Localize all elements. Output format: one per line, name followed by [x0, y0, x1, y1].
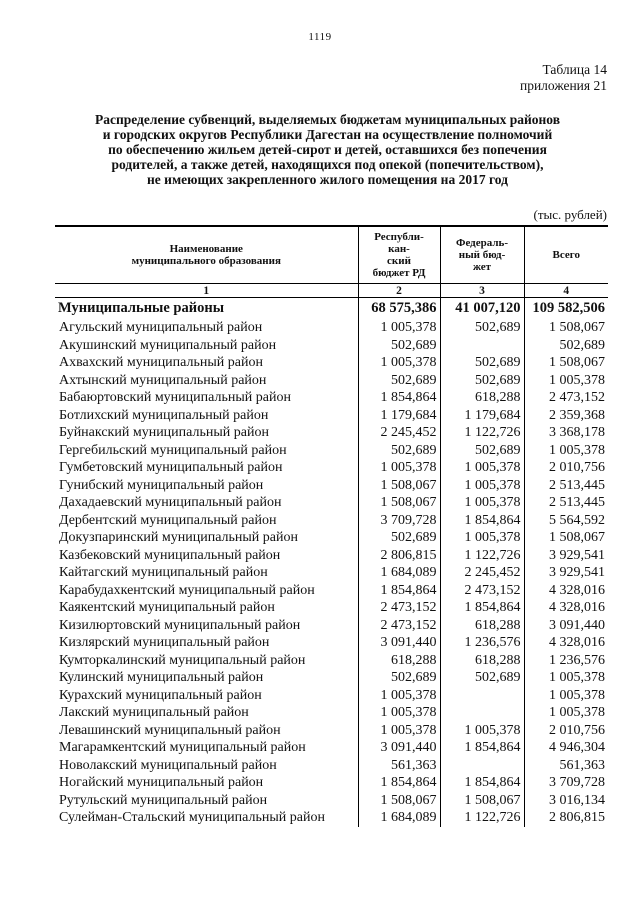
federal-budget-value: 1 005,378 [440, 722, 524, 740]
total-value: 1 236,576 [524, 652, 608, 670]
column-number-row [55, 284, 608, 298]
federal-budget-value [440, 337, 524, 355]
municipality-name: Новолакский муниципальный район [55, 757, 358, 775]
total-federal-budget: 41 007,120 [440, 298, 524, 320]
title-line: и городских округов Республики Дагестан на осуществление полномочий [102, 127, 553, 142]
federal-budget-value: 502,689 [440, 442, 524, 460]
republic-budget-value: 502,689 [358, 669, 440, 687]
republic-budget-value: 1 005,378 [358, 354, 440, 372]
republic-budget-value: 1 508,067 [358, 494, 440, 512]
municipality-name: Сулейман-Стальский муниципальный район [55, 809, 358, 827]
table-row [55, 424, 608, 442]
republic-budget-value: 1 854,864 [358, 389, 440, 407]
total-value: 2 513,445 [524, 477, 608, 495]
table-row [55, 477, 608, 495]
table-row [55, 757, 608, 775]
republic-budget-value: 1 854,864 [358, 774, 440, 792]
table-row [55, 564, 608, 582]
republic-budget-value: 1 005,378 [358, 722, 440, 740]
federal-budget-value: 1 854,864 [440, 774, 524, 792]
municipality-name: Кулинский муниципальный район [55, 669, 358, 687]
header-republic-budget: Республи- кан- ский бюджет РД [358, 226, 440, 284]
total-value: 1 508,067 [524, 529, 608, 547]
total-value: 3 929,541 [524, 547, 608, 565]
total-value: 2 473,152 [524, 389, 608, 407]
republic-budget-value: 1 508,067 [358, 477, 440, 495]
municipality-name: Агульский муниципальный район [55, 319, 358, 337]
title-line: по обеспечению жильем детей-сирот и детей, оставшихся без попечения [108, 142, 547, 157]
republic-budget-value: 3 091,440 [358, 634, 440, 652]
federal-budget-value: 1 508,067 [440, 792, 524, 810]
republic-budget-value: 3 709,728 [358, 512, 440, 530]
municipality-name: Дербентский муниципальный район [55, 512, 358, 530]
table-row [55, 792, 608, 810]
federal-budget-value: 1 005,378 [440, 477, 524, 495]
federal-budget-value: 1 122,726 [440, 809, 524, 827]
municipality-name: Дахадаевский муниципальный район [55, 494, 358, 512]
total-value: 3 368,178 [524, 424, 608, 442]
table-number: Таблица 14 [542, 62, 607, 77]
header-total: Всего [524, 226, 608, 284]
municipality-name: Магарамкентский муниципальный район [55, 739, 358, 757]
federal-budget-value: 1 854,864 [440, 512, 524, 530]
municipality-name: Гергебильский муниципальный район [55, 442, 358, 460]
column-number: 4 [524, 284, 608, 298]
federal-budget-value: 502,689 [440, 319, 524, 337]
municipality-name: Бабаюртовский муниципальный район [55, 389, 358, 407]
title-line: родителей, а также детей, находящихся под опекой (попечительством), [111, 157, 544, 172]
municipality-name: Ахвахский муниципальный район [55, 354, 358, 372]
municipality-name: Левашинский муниципальный район [55, 722, 358, 740]
republic-budget-value: 618,288 [358, 652, 440, 670]
table-row [55, 617, 608, 635]
total-value: 3 929,541 [524, 564, 608, 582]
republic-budget-value: 1 508,067 [358, 792, 440, 810]
total-value: 4 946,304 [524, 739, 608, 757]
republic-budget-value: 1 005,378 [358, 704, 440, 722]
republic-budget-value: 1 005,378 [358, 687, 440, 705]
federal-budget-value: 618,288 [440, 652, 524, 670]
federal-budget-value: 2 245,452 [440, 564, 524, 582]
table-row [55, 652, 608, 670]
republic-budget-value: 3 091,440 [358, 739, 440, 757]
table-row [55, 407, 608, 425]
municipality-name: Казбековский муниципальный район [55, 547, 358, 565]
table-row [55, 634, 608, 652]
federal-budget-value: 502,689 [440, 669, 524, 687]
table-row [55, 669, 608, 687]
page-number: 1119 [308, 31, 332, 43]
municipality-name: Кизилюртовский муниципальный район [55, 617, 358, 635]
table-row [55, 809, 608, 827]
municipality-name: Ахтынский муниципальный район [55, 372, 358, 390]
total-value: 4 328,016 [524, 634, 608, 652]
municipality-name: Кайтагский муниципальный район [55, 564, 358, 582]
federal-budget-value [440, 704, 524, 722]
total-value: 1 005,378 [524, 687, 608, 705]
republic-budget-value: 2 473,152 [358, 599, 440, 617]
title-line: Распределение субвенций, выделяемых бюджетам муниципальных районов [94, 112, 561, 127]
total-value: 1 005,378 [524, 372, 608, 390]
total-value: 1 005,378 [524, 704, 608, 722]
federal-budget-value: 618,288 [440, 389, 524, 407]
federal-budget-value: 1 179,684 [440, 407, 524, 425]
republic-budget-value: 561,363 [358, 757, 440, 775]
federal-budget-value: 2 473,152 [440, 582, 524, 600]
total-value: 2 513,445 [524, 494, 608, 512]
federal-budget-value: 502,689 [440, 372, 524, 390]
table-row [55, 722, 608, 740]
republic-budget-value: 2 245,452 [358, 424, 440, 442]
municipality-name: Карабудахкентский муниципальный район [55, 582, 358, 600]
federal-budget-value: 1 854,864 [440, 739, 524, 757]
municipality-name: Акушинский муниципальный район [55, 337, 358, 355]
municipality-name: Кизлярский муниципальный район [55, 634, 358, 652]
table-row [55, 687, 608, 705]
table-row [55, 599, 608, 617]
municipality-name: Рутульский муниципальный район [55, 792, 358, 810]
municipality-name: Докузпаринский муниципальный район [55, 529, 358, 547]
federal-budget-value: 618,288 [440, 617, 524, 635]
table-row [55, 512, 608, 530]
table-row [55, 582, 608, 600]
municipality-name: Буйнакский муниципальный район [55, 424, 358, 442]
total-value: 561,363 [524, 757, 608, 775]
municipality-name: Ногайский муниципальный район [55, 774, 358, 792]
header-federal-budget: Федераль- ный бюд- жет [440, 226, 524, 284]
total-value: 3 091,440 [524, 617, 608, 635]
federal-budget-value: 1 005,378 [440, 494, 524, 512]
total-value: 4 328,016 [524, 599, 608, 617]
total-name: Муниципальные районы [55, 298, 358, 320]
federal-budget-value: 1 122,726 [440, 424, 524, 442]
republic-budget-value: 502,689 [358, 529, 440, 547]
total-value: 2 806,815 [524, 809, 608, 827]
federal-budget-value: 1 122,726 [440, 547, 524, 565]
republic-budget-value: 2 806,815 [358, 547, 440, 565]
republic-budget-value: 1 684,089 [358, 564, 440, 582]
republic-budget-value: 1 005,378 [358, 319, 440, 337]
table-row [55, 547, 608, 565]
table-row [55, 739, 608, 757]
total-value: 1 005,378 [524, 442, 608, 460]
republic-budget-value: 1 684,089 [358, 809, 440, 827]
header-municipality: Наименование муниципального образования [55, 226, 358, 284]
table-row [55, 494, 608, 512]
table-row [55, 459, 608, 477]
table-row [55, 372, 608, 390]
municipality-name: Ботлихский муниципальный район [55, 407, 358, 425]
republic-budget-value: 1 854,864 [358, 582, 440, 600]
municipality-name: Лакский муниципальный район [55, 704, 358, 722]
total-value: 1 508,067 [524, 319, 608, 337]
total-value: 3 016,134 [524, 792, 608, 810]
table-row [55, 774, 608, 792]
municipality-name: Кумторкалинский муниципальный район [55, 652, 358, 670]
total-value: 1 005,378 [524, 669, 608, 687]
republic-budget-value: 502,689 [358, 372, 440, 390]
total-value: 5 564,592 [524, 512, 608, 530]
municipality-name: Гумбетовский муниципальный район [55, 459, 358, 477]
federal-budget-value: 502,689 [440, 354, 524, 372]
total-all: 109 582,506 [524, 298, 608, 320]
total-value: 3 709,728 [524, 774, 608, 792]
federal-budget-value: 1 005,378 [440, 529, 524, 547]
header-row [55, 226, 608, 284]
column-number: 3 [440, 284, 524, 298]
republic-budget-value: 502,689 [358, 337, 440, 355]
table-row [55, 704, 608, 722]
federal-budget-value: 1 854,864 [440, 599, 524, 617]
total-value: 502,689 [524, 337, 608, 355]
federal-budget-value: 1 005,378 [440, 459, 524, 477]
total-value: 4 328,016 [524, 582, 608, 600]
federal-budget-value: 1 236,576 [440, 634, 524, 652]
table-row [55, 319, 608, 337]
units-label: (тыс. рублей) [533, 207, 607, 222]
federal-budget-value [440, 687, 524, 705]
column-number: 2 [358, 284, 440, 298]
total-value: 2 010,756 [524, 459, 608, 477]
appendix-reference: приложения 21 [519, 78, 607, 93]
table-row [55, 337, 608, 355]
municipality-name: Гунибский муниципальный район [55, 477, 358, 495]
total-value: 1 508,067 [524, 354, 608, 372]
republic-budget-value: 1 179,684 [358, 407, 440, 425]
total-republic-budget: 68 575,386 [358, 298, 440, 320]
federal-budget-value [440, 757, 524, 775]
total-value: 2 010,756 [524, 722, 608, 740]
column-number: 1 [55, 284, 358, 298]
municipality-name: Каякентский муниципальный район [55, 599, 358, 617]
total-row [55, 298, 608, 320]
republic-budget-value: 502,689 [358, 442, 440, 460]
table-row [55, 442, 608, 460]
document-title [40, 112, 615, 187]
total-value: 2 359,368 [524, 407, 608, 425]
table-row [55, 354, 608, 372]
table-row [55, 529, 608, 547]
table-row [55, 389, 608, 407]
subvention-table [55, 225, 608, 827]
title-line: не имеющих закрепленного жилого помещения на 2017 год [147, 172, 508, 187]
table-reference [520, 62, 607, 94]
republic-budget-value: 1 005,378 [358, 459, 440, 477]
municipality-name: Курахский муниципальный район [55, 687, 358, 705]
republic-budget-value: 2 473,152 [358, 617, 440, 635]
